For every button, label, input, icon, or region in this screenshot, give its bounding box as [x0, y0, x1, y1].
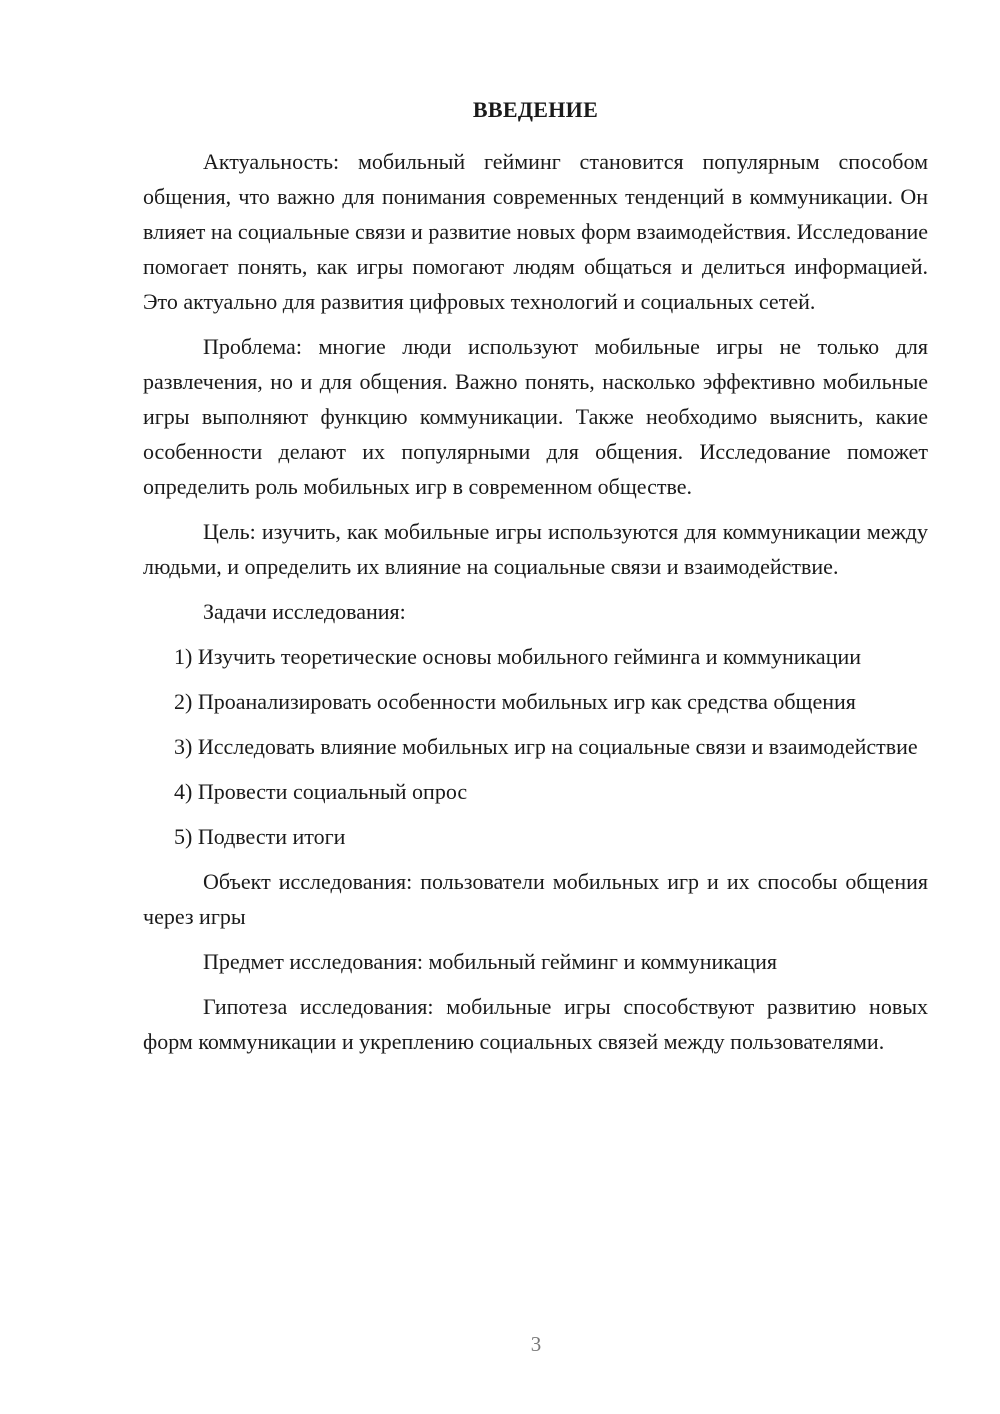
page-number: 3 — [530, 1332, 542, 1356]
task-item-4: 4) Провести социальный опрос — [174, 779, 468, 804]
paragraph-actuality: Актуальность: мобильный гейминг становится популярным способом общения, что важно для понимания современных тенденций в коммуникации. Он влияет на социальные связи и развитие новых форм взаимодействия. Исследование помогает понять, как игры помогают людям общаться и делиться информацией. Это актуально для развития цифровых технологий и социальных сетей. — [143, 149, 928, 314]
paragraph-goal: Цель: изучить, как мобильные игры используются для коммуникации между людьми, и определить их влияние на социальные связи и взаимодействие. — [143, 519, 928, 579]
task-item-5: 5) Подвести итоги — [174, 824, 346, 849]
page-title: ВВЕДЕНИЕ — [472, 97, 599, 122]
paragraph-problem: Проблема: многие люди используют мобильные игры не только для развлечения, но и для общения. Важно понять, насколько эффективно мобильные игры выполняют функцию коммуникации. Также необходимо выяснить, какие особенности делают их популярными для общения. Исследование поможет определить роль мобильных игр в современном обществе. — [143, 334, 928, 499]
task-item-1: 1) Изучить теоретические основы мобильного гейминга и коммуникации — [174, 644, 862, 669]
paragraph-subject: Предмет исследования: мобильный гейминг и коммуникация — [203, 949, 778, 974]
task-item-2: 2) Проанализировать особенности мобильных игр как средства общения — [174, 689, 856, 714]
tasks-heading: Задачи исследования: — [203, 599, 406, 624]
document-page — [143, 95, 928, 1069]
task-item-3: 3) Исследовать влияние мобильных игр на социальные связи и взаимодействие — [174, 734, 918, 759]
paragraph-hypothesis: Гипотеза исследования: мобильные игры способствуют развитию новых форм коммуникации и укреплению социальных связей между пользователями. — [143, 994, 928, 1054]
paragraph-object: Объект исследования: пользователи мобильных игр и их способы общения через игры — [143, 869, 928, 929]
